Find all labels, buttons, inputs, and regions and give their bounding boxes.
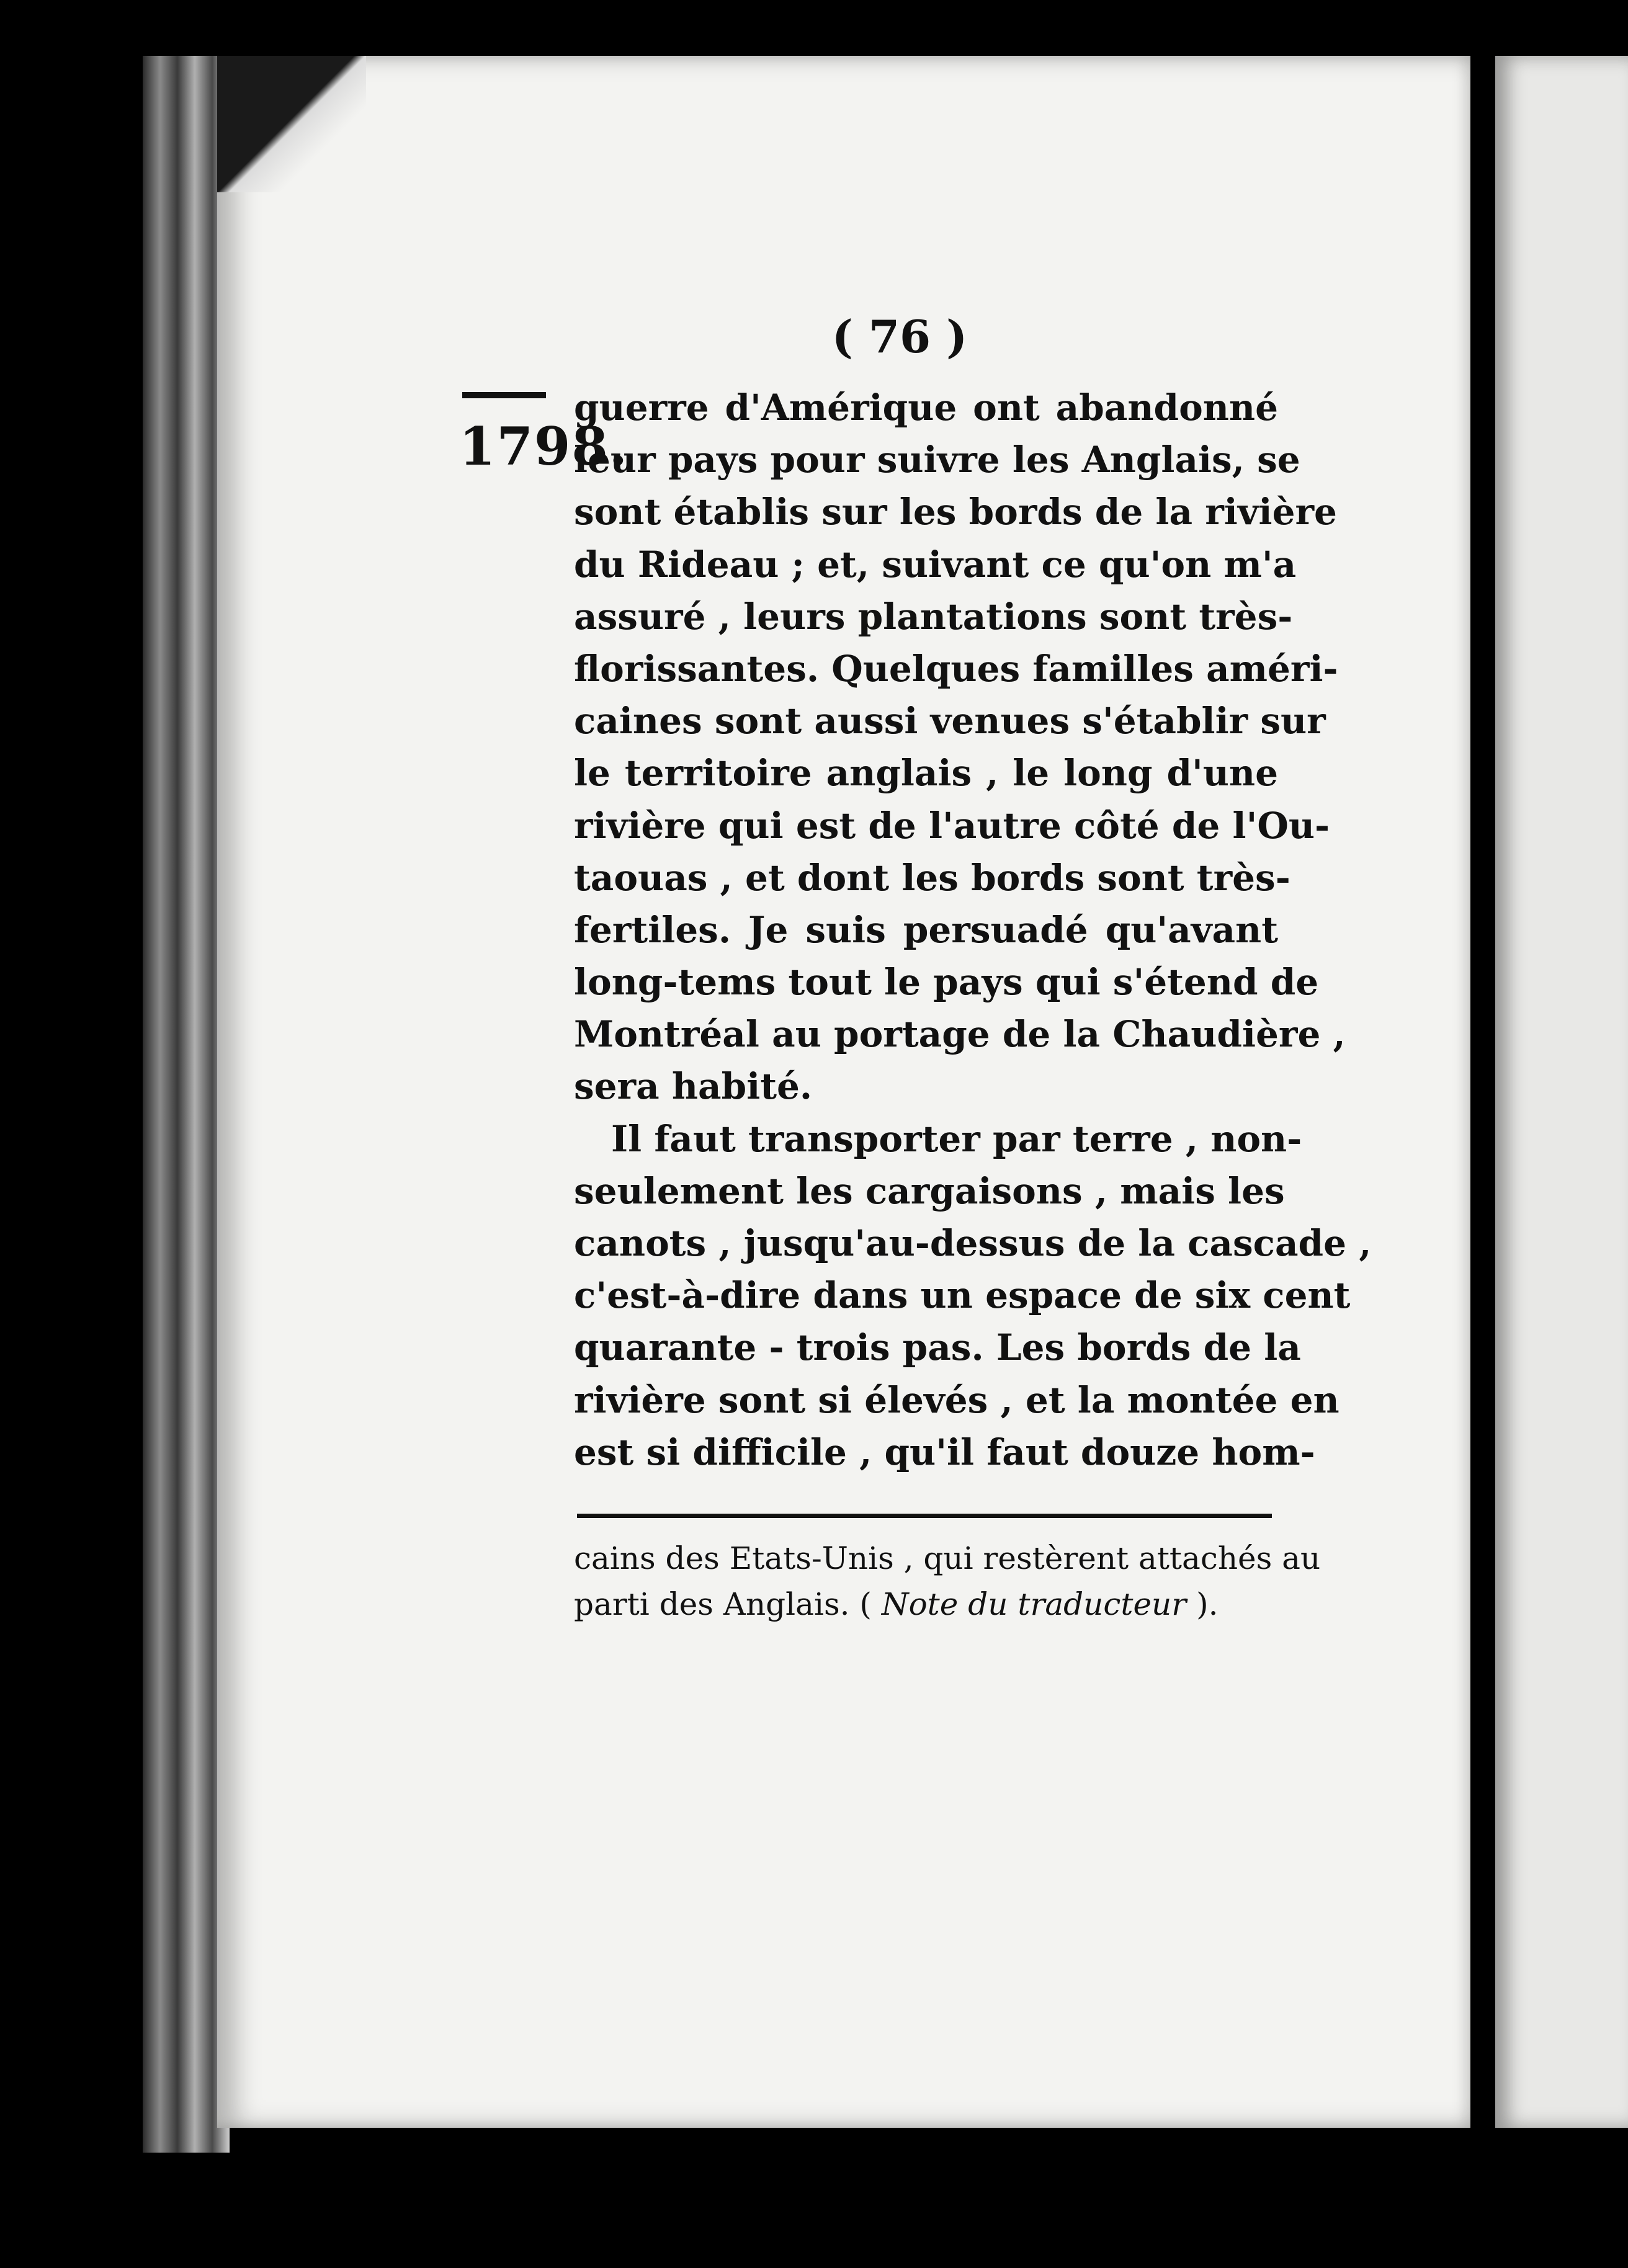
- text-line: florissantes. Quelques familles améri-: [574, 647, 1338, 690]
- text-line: seulement les cargaisons , mais les: [574, 1169, 1285, 1212]
- translator-note: Note du traducteur: [881, 1586, 1187, 1622]
- text-line: du Rideau ; et, suivant ce qu'on m'a: [574, 543, 1297, 586]
- footnote-text: ).: [1196, 1586, 1219, 1622]
- text-line: fertiles. Je suis persuadé qu'avant: [574, 908, 1278, 951]
- text-line: guerre d'Amérique ont abandonné: [574, 386, 1278, 429]
- text-line: leur pays pour suivre les Anglais, se: [574, 439, 1300, 481]
- text-line: Il faut transporter par terre , non-: [611, 1117, 1302, 1160]
- text-line: taouas , et dont les bords sont très-: [574, 856, 1290, 899]
- text-line: est si difficile , qu'il faut douze hom-: [574, 1431, 1315, 1473]
- margin-year-rule: [462, 392, 546, 398]
- text-line: canots , jusqu'au-dessus de la cascade ,: [574, 1222, 1372, 1264]
- text-line: sera habité.: [574, 1065, 813, 1108]
- text-line: sont établis sur les bords de la rivière: [574, 491, 1337, 534]
- page-stack-edge: [143, 56, 230, 2153]
- body-text: [574, 382, 1372, 1478]
- text-line: assuré , leurs plantations sont très-: [574, 595, 1293, 638]
- page-number: ( 76 ): [831, 310, 968, 363]
- text-line: rivière qui est de l'autre côté de l'Ou-: [574, 804, 1330, 847]
- text-line: le territoire anglais , le long d'une: [574, 752, 1278, 795]
- footnote-line: cains des Etats-Unis , qui restèrent attachés au: [574, 1540, 1321, 1576]
- text-line: c'est-à-dire dans un espace de six cent: [574, 1274, 1351, 1317]
- footnote-text: parti des Anglais. (: [574, 1586, 872, 1622]
- footnote-line: [574, 1581, 1278, 1627]
- facing-page-edge: [1495, 56, 1628, 2128]
- text-line: long-tems tout le pays qui s'étend de: [574, 961, 1319, 1004]
- margin-year: 1798.: [459, 416, 629, 477]
- footnote: [574, 1535, 1321, 1627]
- text-line: quarante - trois pas. Les bords de la: [574, 1326, 1301, 1369]
- page-corner-curl: [217, 56, 366, 192]
- footnote-rule: [577, 1514, 1272, 1518]
- book-gutter: [1470, 37, 1495, 2159]
- text-line: rivière sont si élevés , et la montée en: [574, 1378, 1340, 1421]
- text-line: caines sont aussi venues s'établir sur: [574, 700, 1326, 743]
- text-line: Montréal au portage de la Chaudière ,: [574, 1013, 1346, 1056]
